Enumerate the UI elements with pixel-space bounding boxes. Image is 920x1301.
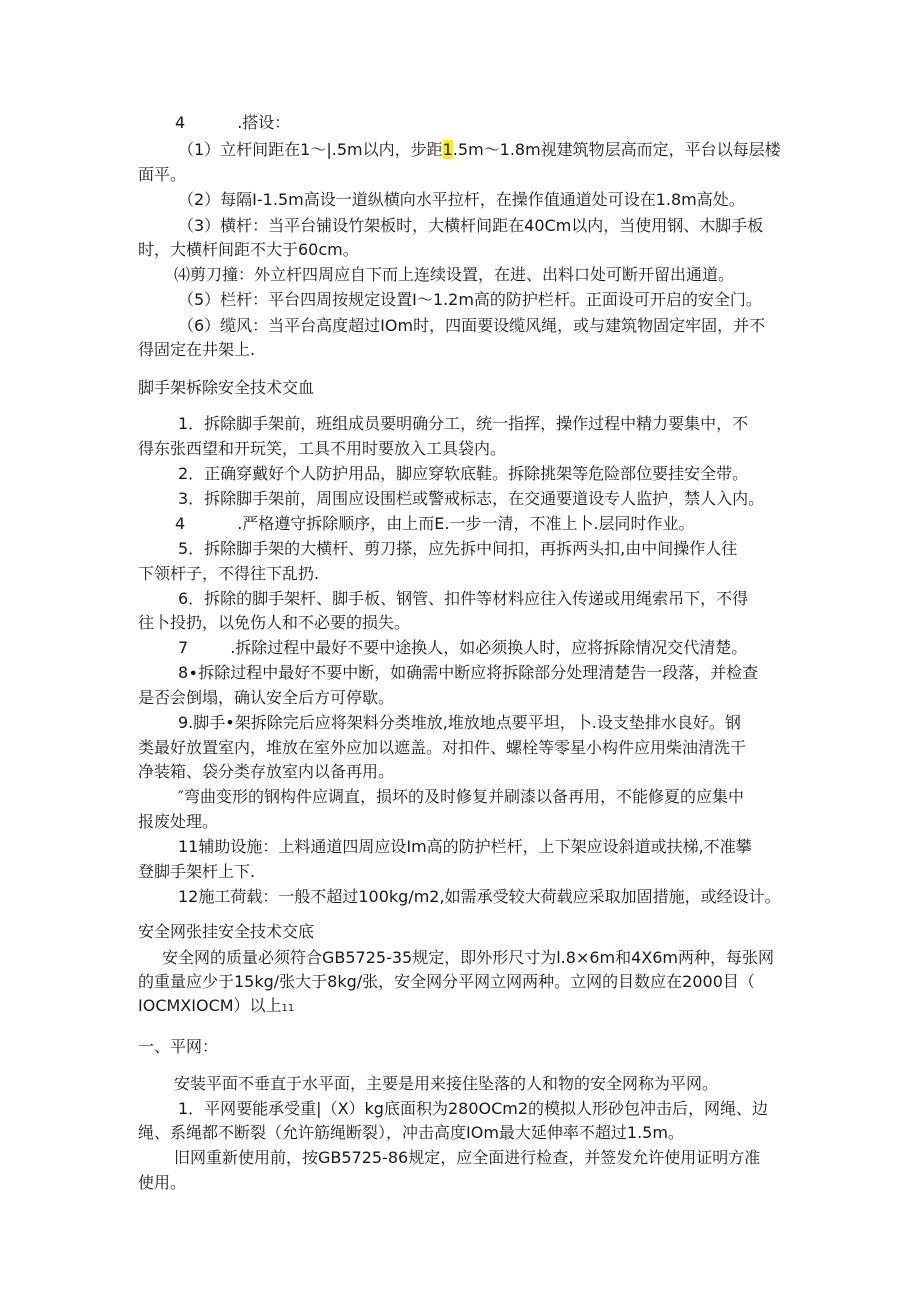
paragraph-line: 得固定在井架上.: [138, 340, 256, 359]
list-item: 类最好放置室内，堆放在室外应加以遮盖。对扣件、螺栓等零星小构件应用柴油清洗干: [138, 738, 747, 757]
subsection-title: 一、平网：: [138, 1037, 219, 1056]
list-item: 报废处理。: [138, 812, 219, 831]
footnote-mark: 11: [281, 1003, 295, 1014]
list-item: 2．正确穿戴好个人防护用品，脚应穿软底鞋。拆除挑架等危险部位要挂安全带。: [178, 464, 749, 483]
paragraph-line: 绳、系绳都不断裂（允许筋绳断裂），冲击高度IOm最大延伸率不超过1.5m。: [138, 1123, 684, 1142]
paragraph-line: （2）每隔I-1.5m高设一道纵横向水平拉杆，在操作值通道处可设在1.8m高处。: [178, 190, 745, 209]
list-item: 5．拆除脚手架的大横杆、剪刀搽，应先拆中间扣，再拆两头扣,由中间操作人往: [178, 539, 738, 558]
list-item: 11辅助设施：上料通道四周应设Im高的防护栏杆，上下架应设斜道或扶梯,不准攀: [178, 837, 752, 856]
paragraph-line: ⑷剪刀撞：外立杆四周应自下而上连续设置，在进、出料口处可断开留出通道。: [174, 265, 735, 284]
section-title: 安全网张挂安全技术交底: [138, 922, 315, 941]
paragraph-line: 安装平面不垂直于水平面，主要是用来接住坠落的人和物的安全网称为平网。: [174, 1074, 719, 1093]
list-item: 下领杆子，不得往下乱扔.: [138, 564, 320, 583]
list-item: 往卜投扔，以免伤人和不必要的损失。: [138, 613, 411, 632]
paragraph-line: 旧网重新使用前，按GB5725-86规定，应全面进行检查，并签发允许使用证明方准: [174, 1148, 761, 1167]
list-item: 4 .严格遵守拆除顺序，由上而E.一步一清，不准上卜.层同时作业。: [175, 514, 695, 533]
list-item: 6．拆除的脚手架杆、脚手板、钢管、扣件等材料应往入传递或用绳索吊下，不得: [178, 589, 749, 608]
list-item: 12施工荷载：一般不超过100kg/m2,如需承受较大荷载应采取加固措施，或经设计。: [178, 887, 781, 906]
paragraph-line: 面平。: [138, 165, 187, 184]
list-item: 7 .拆除过程中最好不要中途换人，如必须换人时，应将拆除情况交代清楚。: [178, 638, 748, 657]
section-title: 脚手架柝除安全技术交血: [138, 378, 315, 397]
paragraph-line: （3）横杆：当平台铺设竹架板时，大横杆间距在40Cm以内，当使用钢、木脚手板: [178, 216, 764, 235]
paragraph-line: IOCMXIOCM）以上11: [138, 996, 295, 1015]
list-item: 是否会倒塌，确认安全后方可停歇。: [138, 688, 395, 707]
list-item: ″弯曲变形的钢构件应调直，损坏的及时修复并刷漆以备再用，不能修夏的应集中: [178, 787, 744, 806]
paragraph-line: 的重量应少于15kg∕张大于8kg∕张，安全网分平网立网两种。立网的目数应在2000目（: [138, 972, 755, 991]
paragraph-line: 1．平网要能承受重|（X）kg底面积为280OCm2的模拟人形砂包冲击后，网绳、边: [178, 1099, 769, 1118]
list-item: 8∙拆除过程中最好不要中断，如确需中断应将拆除部分处理清楚告一段落，并检查: [178, 663, 759, 682]
list-item: 登脚手架杆上下.: [138, 862, 256, 881]
heading-text: .搭设：: [237, 113, 291, 132]
section-heading: [175, 111, 290, 135]
highlighted-text: 1: [442, 140, 453, 159]
paragraph-line: （6）缆风：当平台高度超过IOm时，四面要设缆风绳，或与建筑物固定牢固，并不: [178, 316, 766, 335]
heading-number: 4: [175, 113, 186, 132]
list-item: 9.脚手•架拆除完后应将架料分类堆放,堆放地点要平坦，卜.设支垫排水良好。钢: [178, 713, 741, 732]
paragraph-line: 安全网的质量必须符合GB5725-35规定，即外形尺寸为l.8×6m和4X6m两种，每张网: [162, 948, 775, 967]
paragraph-line: （1）立杆间距在1～|.5m以内，步距1.5m～1.8m视建筑物层高而定，平台以每层楼: [178, 140, 781, 159]
list-item: 3．拆除脚手架前，周围应设围栏或警戒标志，在交通要道设专人监护，禁人入内。: [178, 489, 765, 508]
paragraph-line: 使用。: [138, 1173, 187, 1192]
list-item: 得东张西望和开玩笑，工具不用时要放入工具袋内。: [138, 439, 507, 458]
paragraph-line: 时，大横杆间距不大于60cm。: [138, 240, 359, 259]
paragraph-line: （5）栏杆：平台四周按规定设置I～1.2m高的防护栏杆。正面设可开启的安全门。: [178, 290, 762, 309]
list-item: 1．拆除脚手架前，班组成员要明确分工，统一指挥，操作过程中精力要集中，不: [178, 414, 749, 433]
list-item: 净装箱、袋分类存放室内以备再用。: [138, 762, 395, 781]
